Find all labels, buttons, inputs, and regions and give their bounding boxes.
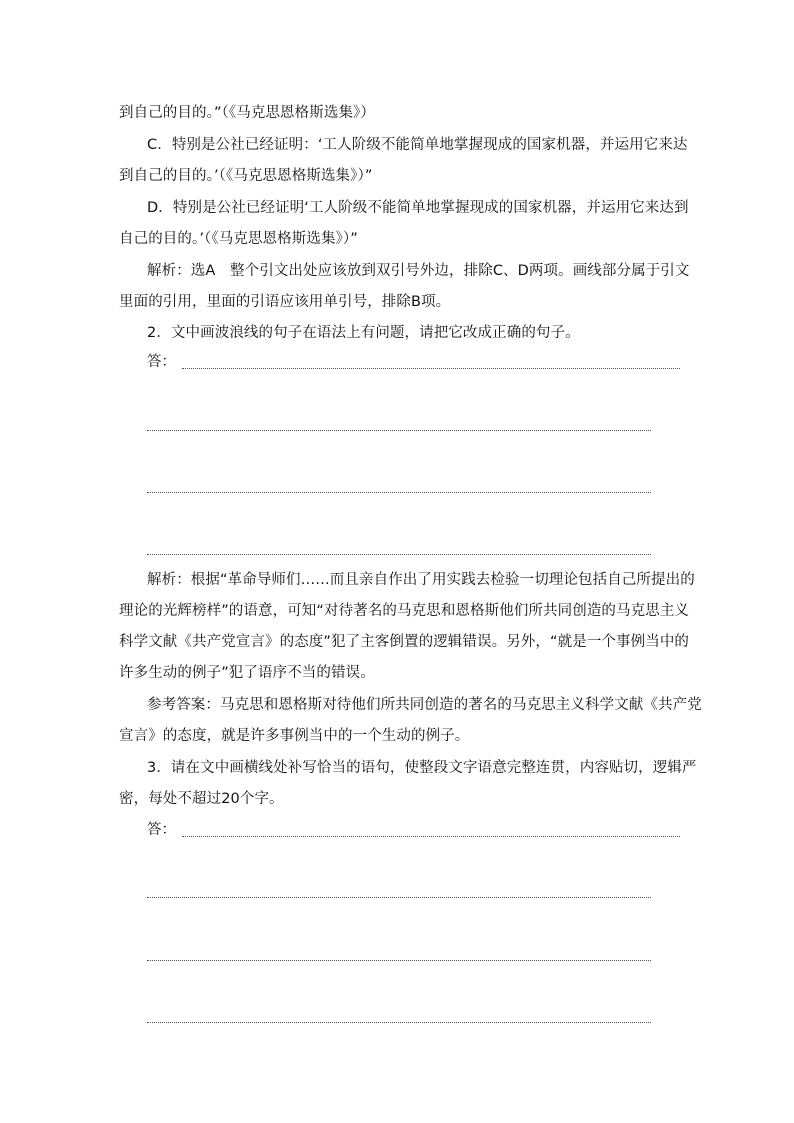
answer-line-q3-1[interactable] — [182, 836, 680, 837]
option-d-line-2: 自己的目的。’（《马克思恩格斯选集》）” — [119, 231, 358, 247]
answer-line-q3-2[interactable] — [147, 897, 651, 898]
analysis-1-line-2: 里面的引用，里面的引语应该用单引号，排除B项。 — [119, 294, 451, 310]
reference-answer-line-1: 参考答案：马克思和恩格斯对待他们所共同创造的著名的马克思主义科学文献《共产党 — [147, 697, 702, 713]
analysis-2-line-4: 许多生动的例子”犯了语序不当的错误。 — [119, 665, 375, 681]
answer-label-q3: 答： — [147, 822, 176, 838]
analysis-1-line-1: 解析：选A 整个引文出处应该放到双引号外边，排除C、D两项。画线部分属于引文 — [147, 263, 690, 279]
answer-line-q2-1[interactable] — [182, 368, 680, 369]
analysis-2-line-3: 科学文献《共产党宣言》的态度”犯了主客倒置的逻辑错误。另外，“就是一个事例当中的 — [119, 634, 690, 650]
question-3-prompt-line-2: 密，每处不超过20个字。 — [119, 791, 284, 807]
option-c-line-1: C．特别是公社已经证明：‘工人阶级不能简单地掌握现成的国家机器，并运用它来达 — [147, 137, 688, 153]
answer-row-q2 — [147, 352, 680, 372]
option-c-line-2: 到自己的目的。’（《马克思恩格斯选集》）” — [119, 168, 373, 184]
answer-line-q2-4[interactable] — [147, 554, 651, 555]
answer-line-q2-2[interactable] — [147, 430, 651, 431]
option-d-line-1: D．特别是公社已经证明‘工人阶级不能简单地掌握现成的国家机器，并运用它来达到 — [147, 200, 689, 216]
reference-answer-line-2: 宣言》的态度，就是许多事例当中的一个生动的例子。 — [119, 728, 470, 744]
answer-line-q2-3[interactable] — [147, 492, 651, 493]
paragraph-b-continuation: 到自己的目的。”（《马克思恩格斯选集》） — [119, 105, 376, 121]
analysis-2-line-1: 解析：根据“革命导师们……而且亲自作出了用实践去检验一切理论包括自己所提出的 — [147, 572, 695, 588]
answer-line-q3-4[interactable] — [147, 1022, 651, 1023]
analysis-2-line-2: 理论的光辉榜样”的语意，可知“对待著名的马克思和恩格斯他们所共同创造的马克思主义 — [119, 603, 690, 619]
answer-row-q3 — [147, 820, 680, 840]
question-2-prompt: 2．文中画波浪线的句子在语法上有问题，请把它改成正确的句子。 — [147, 325, 580, 341]
question-3-prompt-line-1: 3．请在文中画横线处补写恰当的语句，使整段文字语意完整连贯，内容贴切，逻辑严 — [147, 760, 697, 776]
answer-label-q2: 答： — [147, 354, 176, 370]
answer-line-q3-3[interactable] — [147, 960, 651, 961]
